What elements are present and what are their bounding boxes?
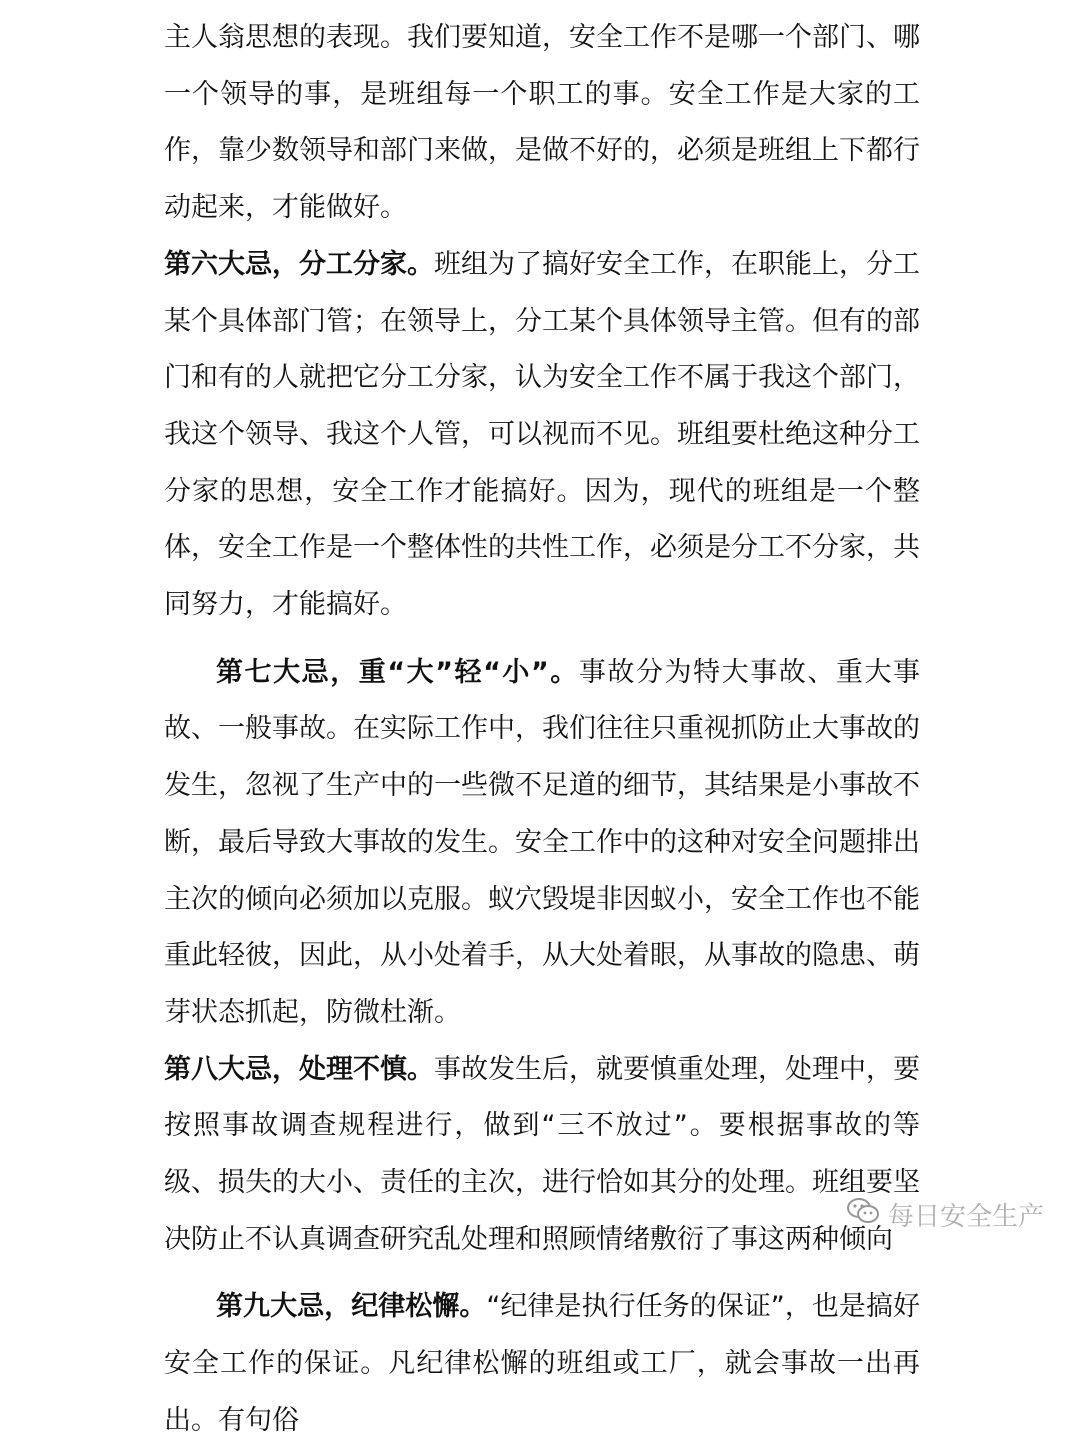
- paragraph-text: 事故发生后，就要慎重处理，处理中，要按照事故调查规程进行，做到“三不放过”。要根据事故的等级、损失的大小、责任的主次，进行恰如其分的处理。班组要坚决防止不认真调查研究乱处理和照顾情绪敷衍了事这两种倾向: [164, 1053, 920, 1255]
- paragraph-rule-7: [164, 645, 920, 1042]
- paragraph-text: 主人翁思想的表现。我们要知道，安全工作不是哪一个部门、哪一个领导的事，是班组每一个职工的事。安全工作是大家的工作，靠少数领导和部门来做，是做不好的，必须是班组上下都行动起来，才能做好。: [164, 22, 920, 224]
- paragraph-text: 事故分为特大事故、重大事故、一般事故。在实际工作中，我们往往只重视抓防止大事故的发生，忽视了生产中的一些微不足道的细节，其结果是小事故不断，最后导致大事故的发生。安全工作中的这种对安全问题排出主次的倾向必须加以克服。蚁穴毁堤非因蚁小，安全工作也不能重此轻彼，因此，从小处着手，从大处着眼，从事故的隐患、萌芽状态抓起，防微杜渐。: [164, 656, 921, 1028]
- paragraph-heading: 第七大忌，重“大”轻“小”。: [216, 656, 579, 688]
- document-body: [164, 10, 920, 1450]
- watermark: [846, 1196, 1044, 1233]
- paragraph-heading: 第九大忌，纪律松懈。: [216, 1291, 487, 1323]
- paragraph-heading: 第八大忌，处理不慎。: [164, 1053, 434, 1085]
- paragraph-continuation: [164, 10, 920, 237]
- paragraph-heading: 第六大忌，分工分家。: [164, 248, 434, 280]
- watermark-text: 每日安全生产: [887, 1202, 1044, 1232]
- paragraph-text: 班组为了搞好安全工作，在职能上，分工某个具体部门管；在领导上，分工某个具体领导主管。但有的部门和有的人就把它分工分家，认为安全工作不属于我这个部门，我这个领导、我这个人管，可以视而不见。班组要杜绝这种分工分家的思想，安全工作才能搞好。因为，现代的班组是一个整体，安全工作是一个整体性的共性工作，必须是分工不分家，共同努力，才能搞好。: [164, 248, 920, 621]
- paragraph-rule-6: [164, 237, 920, 634]
- paragraph-text: “纪律是执行任务的保证”，也是搞好安全工作的保证。凡纪律松懈的班组或工厂，就会事故一出再出。有句俗: [164, 1291, 920, 1436]
- wechat-icon: [846, 1196, 880, 1233]
- paragraph-rule-9: [164, 1279, 920, 1449]
- paragraph-rule-8: [164, 1042, 920, 1269]
